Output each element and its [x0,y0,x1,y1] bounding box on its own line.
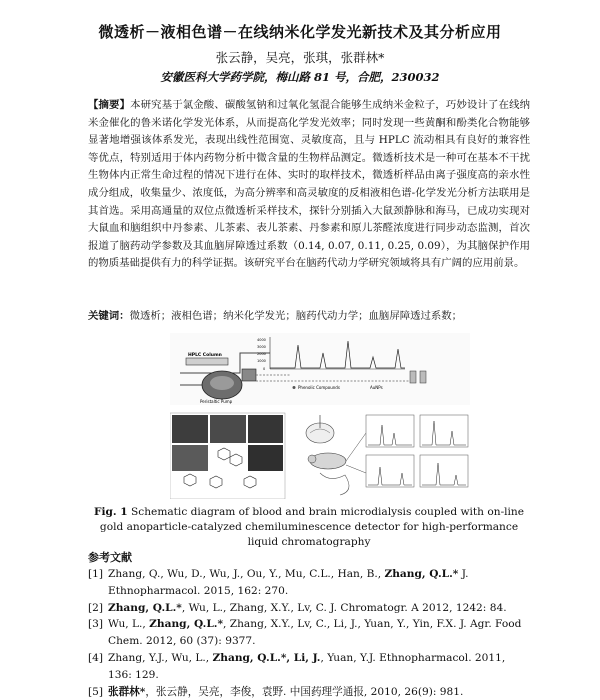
y-tick-label: 2000 [257,352,266,356]
reference-number: [2] [88,601,104,614]
paper-title: 微透析－液相色谱－在线纳米化学发光新技术及其分析应用 [98,23,502,41]
reference-text: , Zhang, X.Y., Lv, C., Li, J., Yuan, Y., Yin, F.X. J. Agr. Food Chem. 2012, 60 (37): 9377. [108,618,522,648]
keywords-label: 关键词： [88,310,130,322]
reference-text: ，张云静，吴亮，李俊，袁野. 中国药理学通报, 2010, 26(9): 981. [145,685,464,698]
reference-number: [5] [88,685,104,698]
figure-caption [88,505,530,550]
references-heading: 参考文献 [88,551,132,564]
connector-line [346,433,366,461]
reference-item [88,600,528,617]
pump-rotor [210,376,234,390]
tissue-photo [210,415,246,443]
reference-author-bold: 张群林* [108,685,146,698]
tissue-photo [248,415,283,443]
reagent-vial [420,371,426,383]
keywords [88,307,530,322]
figure-caption-label: Fig. 1 [93,506,128,518]
chromatogram-thumb [366,455,414,487]
reference-item [88,650,528,684]
connector-line [346,465,366,473]
affiliation: 安徽医科大学药学院，梅山路 81 号，合肥，230032 [160,70,440,84]
rat-head [308,455,316,463]
reference-text: J. Ethnopharmacol. 2015, 162: 270. [108,568,469,597]
reagent-vial [410,371,416,383]
y-tick-label: 1000 [257,359,266,363]
detector-box [242,369,256,381]
reference-list [88,566,528,700]
compounds-label: Phenolic Compounds [298,385,340,390]
reference-item [88,684,528,700]
reference-item [88,566,528,600]
abstract-text: 本研究基于氯金酸、碳酸氢钠和过氧化氢混合能够生成纳米金粒子，巧妙设计了在线纳米金催化的鲁米诺化学发光体系，从而提高化学发光效率；同时发现一些黄酮和酚类化合物能够显著地增强该体系发光，表现出线性范围宽、灵敏度高，且与 HPLC 流动相具有良好的兼容性等优点，特别适用于体内药物分析中微含量的生物样品测定。微透析技术是一种可在基本不干扰生物体内正常生命过程的情况下进行在体、实时的取样技术，微透析样品由离子强度高的亲水性成分组成，收集量少、浓度低，为高分辨率和高灵敏度的反相液相色谱-化学发光分析方法联用是其首选。采用高通量的双位点微透析采样技术，探针分别插入大鼠颈静脉和海马，已成功实现对大鼠血和脑组织中丹参素、儿茶素、表儿茶素、丹参素和原儿茶醛浓度进行同步动态监测，首次报道了脑药动学参数及其血脑屏障透过系数（0.14, 0.07, 0.11, 0.25, 0.09），为其脑保护作用的物质基础提供有力的科学证据。该研究平台在脑药代动力学研究领域将具有广阔的应用前景。 [88,99,530,270]
abstract [88,97,530,273]
vessel-path [320,473,349,495]
reference-text: , Wu, L., Zhang, X.Y., Lv, C. J. Chromatogr. A 2012, 1242: 84. [181,601,507,614]
pump-label: Peristaltic Pump [200,399,233,404]
abstract-label: 【摘要】 [88,99,131,111]
reference-text: Zhang, Y.J., Wu, L., [108,651,213,664]
tissue-photo [172,415,208,443]
reference-text: Wu, L., [108,618,150,631]
reference-text: , Yuan, Y.J. Ethnopharmacol. 2011, 136: 129. [108,651,506,681]
reference-number: [4] [88,651,104,664]
reference-author-bold: Zhang, Q.L.* [149,618,224,631]
aunps-label: AuNPs [370,385,383,390]
y-tick-label: 3000 [257,345,266,349]
reference-author-bold: Zhang, Q.L.*, Li, J. [212,651,321,664]
reference-text: Zhang, Q., Wu, D., Wu, J., Ou, Y., Mu, C.L., Han, B., [108,568,385,580]
reference-author-bold: Zhang, Q.L.* [108,601,182,614]
tissue-photo [248,445,283,471]
reference-item [88,616,528,650]
reference-number: [3] [88,618,104,631]
y-tick-label: 0 [263,367,266,371]
chromatogram-thumb [366,415,414,447]
figure-caption-text: Schematic diagram of blood and brain microdialysis coupled with on-line gold anoparticle-catalyzed chemiluminescence detector for high-performance liquid chromatography [99,506,525,548]
reference-number: [1] [88,568,104,580]
hplc-column [186,358,228,365]
hplc-column-label: HPLC Column [188,353,222,358]
author-list: 张云静，吴亮，张琪，张群林* [215,50,385,65]
chromatogram-thumb [420,455,468,487]
tissue-photo [172,445,208,471]
y-tick-label: 4000 [257,338,266,342]
chromatogram-thumb [420,415,468,447]
compound-marker [293,386,296,389]
keywords-text: 微透析；液相色谱；纳米化学发光；脑药代动力学；血脑屏障透过系数； [129,310,463,322]
schematic-figure [170,333,470,499]
reference-author-bold: Zhang, Q.L.* [384,568,459,580]
